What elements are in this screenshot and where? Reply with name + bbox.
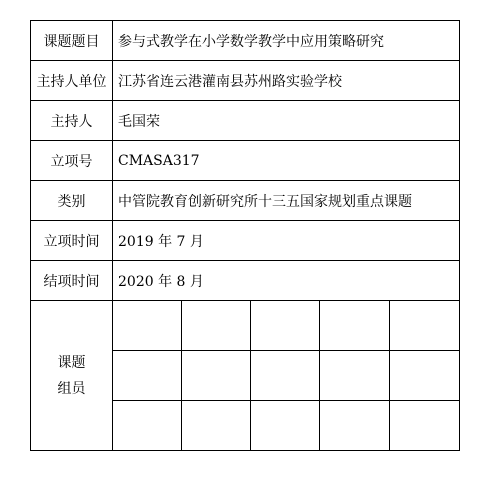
member-cell [182,351,251,401]
members-label-line1: 课题 [57,354,86,371]
member-cell [320,351,390,401]
project-number-label: 立项号 [31,141,113,181]
member-cell [251,301,320,351]
category-value: 中管院教育创新研究所十三五国家规划重点课题 [113,181,460,221]
member-cell [113,401,182,451]
category-label: 类别 [31,181,113,221]
host-unit-label: 主持人单位 [31,61,113,101]
member-cell [113,301,182,351]
member-cell [320,401,390,451]
members-row-1 [31,301,460,351]
member-cell [390,401,460,451]
row-host-unit [31,61,460,101]
member-cell [182,401,251,451]
project-info-table [30,20,460,451]
host-value: 毛国荣 [113,101,460,141]
row-topic [31,21,460,61]
topic-value: 参与式教学在小学数学教学中应用策略研究 [113,21,460,61]
members-label-line2: 组员 [57,380,86,397]
row-host [31,101,460,141]
end-date-value: 2020 年 8 月 [113,261,460,301]
topic-label: 课题题目 [31,21,113,61]
member-cell [390,351,460,401]
member-cell [390,301,460,351]
start-date-value: 2019 年 7 月 [113,221,460,261]
start-date-label: 立项时间 [31,221,113,261]
member-cell [113,351,182,401]
member-cell [320,301,390,351]
row-category [31,181,460,221]
member-cell [251,351,320,401]
end-date-label: 结项时间 [31,261,113,301]
row-end-date [31,261,460,301]
host-unit-value: 江苏省连云港灌南县苏州路实验学校 [113,61,460,101]
members-label [31,301,113,451]
host-label: 主持人 [31,101,113,141]
project-number-value: CMASA317 [113,141,460,181]
row-start-date [31,221,460,261]
row-project-number [31,141,460,181]
member-cell [251,401,320,451]
member-cell [182,301,251,351]
